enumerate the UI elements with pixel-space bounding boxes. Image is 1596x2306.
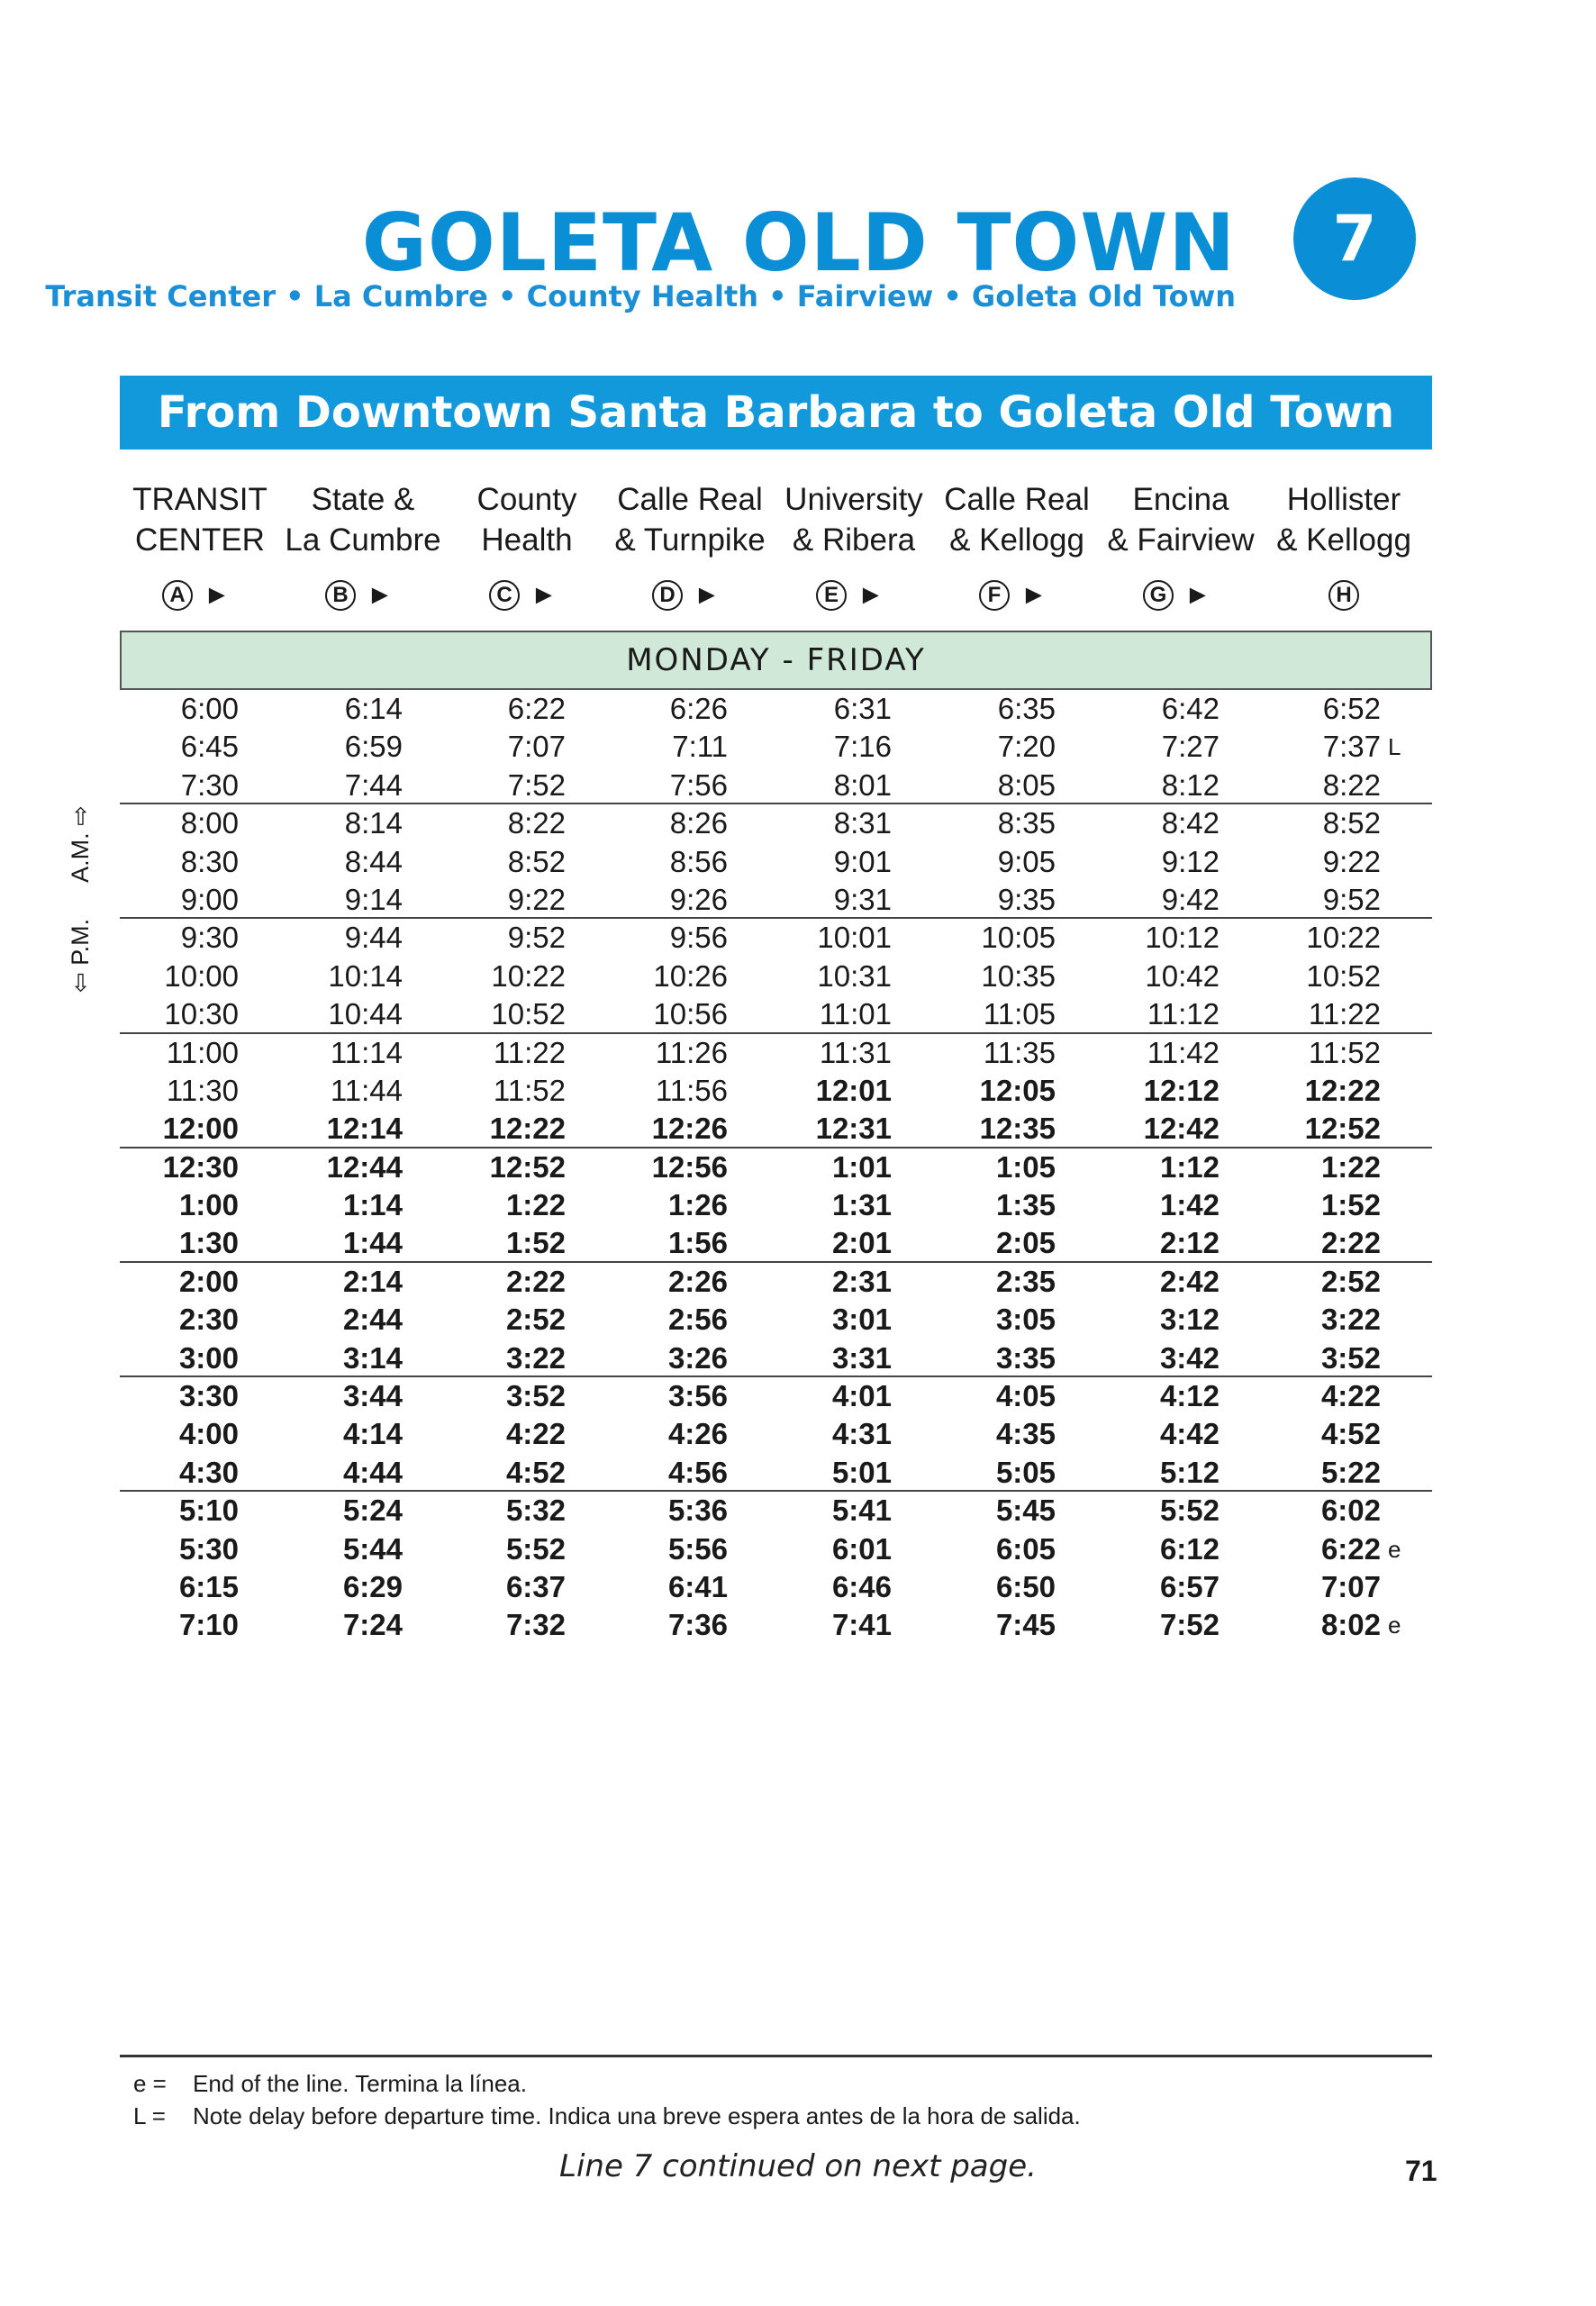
- time-cell: 8:00: [180, 806, 239, 840]
- time-cell: 1:30: [178, 1226, 239, 1260]
- table-row: [120, 1186, 1432, 1224]
- time-cell: 6:45: [180, 730, 239, 764]
- time-cell: 1:56: [667, 1226, 728, 1260]
- time-cell: 11:56: [655, 1073, 728, 1107]
- pm-label: ⇦ P.M.: [67, 918, 94, 993]
- stop-letter-icon: F: [979, 580, 1010, 611]
- time-cell: 2:52: [1320, 1264, 1381, 1298]
- time-cell: 9:12: [1161, 844, 1220, 878]
- stop-marker: [162, 580, 231, 611]
- time-cell: 11:22: [1308, 997, 1381, 1031]
- time-cell: 6:42: [1161, 692, 1220, 725]
- time-cell: 11:35: [983, 1035, 1056, 1069]
- time-cell: 10:14: [328, 958, 403, 993]
- time-cell: 11:14: [330, 1035, 403, 1069]
- column-header-line2: & Turnpike: [614, 522, 766, 558]
- am-label: A.M. ⇨: [67, 805, 94, 883]
- column-header-line1: TRANSIT: [132, 482, 268, 517]
- direction-arrow-icon: ►: [204, 580, 231, 610]
- time-cell: 3:42: [1159, 1340, 1220, 1375]
- direction-arrow-icon: ►: [694, 580, 721, 610]
- time-cell: 6:29: [342, 1569, 403, 1603]
- time-cell: 3:01: [831, 1303, 892, 1337]
- column-header-line2: CENTER: [135, 522, 265, 558]
- time-cell: 5:36: [667, 1493, 728, 1528]
- time-cell: 8:30: [180, 844, 239, 878]
- table-row: [120, 843, 1432, 881]
- time-cell: 9:14: [344, 882, 403, 916]
- time-cell: 6:00: [180, 692, 239, 725]
- table-row: [120, 1034, 1432, 1072]
- column-header-line1: County: [476, 482, 577, 517]
- time-cell: 11:42: [1147, 1035, 1220, 1069]
- time-cell: 5:05: [995, 1455, 1056, 1489]
- time-cell: 12:05: [979, 1073, 1056, 1107]
- table-row: [120, 1606, 1432, 1644]
- legend-item-l: [133, 2102, 1081, 2130]
- time-cell: 7:07: [507, 730, 566, 764]
- time-cell: 12:31: [815, 1112, 892, 1146]
- column-header: [1261, 479, 1427, 560]
- time-cell: 1:42: [1159, 1188, 1220, 1222]
- time-cell: 7:32: [505, 1608, 566, 1642]
- time-cell: 5:10: [178, 1493, 239, 1528]
- time-cell: 3:44: [342, 1379, 403, 1413]
- table-row: [120, 958, 1432, 995]
- time-cell: 12:22: [489, 1112, 566, 1146]
- time-cell: 4:35: [995, 1417, 1056, 1451]
- time-cell: 5:01: [831, 1455, 892, 1489]
- table-row: [120, 881, 1432, 919]
- stop-letter-icon: C: [489, 580, 520, 611]
- time-cell: 7:52: [1159, 1608, 1220, 1642]
- time-cell: 10:00: [164, 958, 239, 993]
- time-cell: 5:30: [178, 1531, 239, 1566]
- time-cell: 2:44: [342, 1303, 403, 1337]
- table-row: [120, 995, 1432, 1033]
- time-cell: 6:57: [1159, 1569, 1220, 1603]
- time-cell: 4:30: [178, 1455, 239, 1489]
- table-row: [120, 1110, 1432, 1148]
- time-cell: 8:22: [507, 806, 566, 840]
- time-cell: 9:42: [1161, 882, 1220, 916]
- time-cell: 7:11: [672, 730, 728, 764]
- time-cell: 8:35: [997, 806, 1056, 840]
- time-cell: 5:12: [1159, 1455, 1220, 1489]
- time-cell: 6:50: [995, 1569, 1056, 1603]
- time-cell: 2:00: [178, 1264, 239, 1298]
- time-cell: 2:26: [667, 1264, 728, 1298]
- time-cell: 6:26: [669, 692, 728, 725]
- time-cell: 7:41: [831, 1608, 892, 1642]
- table-row: [120, 728, 1432, 766]
- time-cell: 4:05: [995, 1379, 1056, 1413]
- table-row: [120, 1568, 1432, 1606]
- time-cell: 4:56: [667, 1455, 728, 1489]
- stop-marker: [816, 580, 884, 611]
- time-cell: 9:22: [1322, 844, 1381, 878]
- time-cell: 1:35: [995, 1188, 1056, 1222]
- time-cell: 1:14: [342, 1188, 403, 1222]
- table-row: [120, 1415, 1432, 1453]
- time-cell: 10:22: [491, 958, 566, 993]
- stop-marker: [652, 580, 721, 611]
- table-row: [120, 1377, 1432, 1415]
- column-header-line1: State &: [311, 482, 415, 517]
- time-cell: 3:22: [505, 1340, 566, 1375]
- column-header-line1: University: [784, 482, 923, 517]
- time-cell: 11:30: [166, 1073, 239, 1107]
- time-cell: 1:00: [178, 1188, 239, 1222]
- time-cell: 3:26: [667, 1340, 728, 1375]
- time-cell: 12:35: [979, 1112, 1056, 1146]
- time-cell: 12:44: [326, 1149, 403, 1184]
- time-cell: 1:22: [505, 1188, 566, 1222]
- column-header-line2: & Fairview: [1107, 522, 1255, 558]
- time-cell: 5:41: [831, 1493, 892, 1528]
- time-cell: 9:56: [669, 921, 728, 955]
- time-cell: 10:52: [491, 997, 566, 1031]
- time-cell: 1:01: [831, 1149, 892, 1184]
- time-cell: 12:12: [1143, 1073, 1220, 1107]
- time-cell: 10:35: [981, 958, 1056, 993]
- time-cell: 8:12: [1161, 767, 1220, 802]
- time-cell: 8:01: [833, 767, 892, 802]
- table-row: [120, 690, 1432, 728]
- time-cell: 6:37: [505, 1569, 566, 1603]
- direction-arrow-icon: ►: [1184, 580, 1211, 610]
- time-cell: 10:52: [1306, 958, 1381, 993]
- time-cell: 9:05: [997, 844, 1056, 878]
- time-cell: 8:42: [1161, 806, 1220, 840]
- time-cell: 8:52: [1322, 806, 1381, 840]
- column-header-line2: & Kellogg: [949, 522, 1084, 558]
- time-cell: 6:22: [507, 692, 566, 725]
- table-row: [120, 767, 1432, 804]
- time-cell: 3:52: [1320, 1340, 1381, 1375]
- time-cell: 6:22: [1320, 1531, 1381, 1566]
- time-cell: 2:22: [1320, 1226, 1381, 1260]
- time-cell: 11:00: [166, 1035, 239, 1069]
- time-cell: 10:56: [653, 997, 728, 1031]
- legend-item-e: [133, 2070, 527, 2098]
- time-cell: 2:52: [505, 1303, 566, 1337]
- time-cell: 12:56: [651, 1149, 728, 1184]
- time-cell: 7:44: [344, 767, 403, 802]
- time-cell: 6:12: [1159, 1531, 1220, 1566]
- time-cell: 6:35: [997, 692, 1056, 725]
- time-cell: 10:05: [981, 921, 1056, 955]
- column-header-line2: Health: [481, 522, 573, 558]
- time-cell: 6:46: [831, 1569, 892, 1603]
- time-cell: 3:56: [667, 1379, 728, 1413]
- day-label: MONDAY - FRIDAY: [120, 631, 1432, 690]
- time-cell: 10:26: [653, 958, 728, 993]
- time-cell: 7:10: [178, 1608, 239, 1642]
- time-cell: 10:22: [1306, 921, 1381, 955]
- column-header: [1098, 479, 1264, 560]
- time-cell: 2:35: [995, 1264, 1056, 1298]
- time-cell: 12:30: [162, 1149, 239, 1184]
- time-cell: 5:52: [505, 1531, 566, 1566]
- footnote-marker: e: [1388, 1611, 1401, 1639]
- time-cell: 9:52: [1322, 882, 1381, 916]
- time-cell: 7:20: [997, 730, 1056, 764]
- time-cell: 2:31: [831, 1264, 892, 1298]
- stop-marker: [489, 580, 558, 611]
- time-cell: 8:02: [1320, 1608, 1381, 1642]
- time-cell: 11:01: [819, 997, 892, 1031]
- time-cell: 9:26: [669, 882, 728, 916]
- time-cell: 5:24: [342, 1493, 403, 1528]
- time-cell: 9:44: [344, 921, 403, 955]
- time-cell: 2:42: [1159, 1264, 1220, 1298]
- column-header-line1: Calle Real: [944, 482, 1090, 517]
- time-cell: 3:52: [505, 1379, 566, 1413]
- time-cell: 10:31: [817, 958, 892, 993]
- time-cell: 7:56: [669, 767, 728, 802]
- time-cell: 3:22: [1320, 1303, 1381, 1337]
- stop-letter-icon: G: [1143, 580, 1174, 611]
- time-cell: 4:01: [831, 1379, 892, 1413]
- direction-arrow-icon: ►: [1020, 580, 1047, 610]
- time-cell: 7:27: [1161, 730, 1220, 764]
- stop-letter-icon: E: [816, 580, 847, 611]
- time-cell: 11:52: [493, 1073, 566, 1107]
- time-cell: 4:00: [178, 1417, 239, 1451]
- am-pm-indicator: [67, 805, 95, 993]
- time-cell: 1:26: [667, 1188, 728, 1222]
- table-row: [120, 1301, 1432, 1339]
- time-cell: 10:42: [1145, 958, 1220, 993]
- time-cell: 5:44: [342, 1531, 403, 1566]
- time-cell: 1:31: [831, 1188, 892, 1222]
- time-cell: 11:52: [1308, 1035, 1381, 1069]
- time-cell: 8:26: [669, 806, 728, 840]
- time-cell: 6:05: [995, 1531, 1056, 1566]
- time-cell: 4:12: [1159, 1379, 1220, 1413]
- time-cell: 5:32: [505, 1493, 566, 1528]
- time-cell: 1:52: [1320, 1188, 1381, 1222]
- page-title: GOLETA OLD TOWN: [361, 196, 1236, 289]
- stop-letter-icon: A: [162, 580, 193, 611]
- table-row: [120, 1492, 1432, 1530]
- time-cell: 4:42: [1159, 1417, 1220, 1451]
- time-cell: 8:31: [833, 806, 892, 840]
- time-cell: 1:22: [1320, 1149, 1381, 1184]
- time-cell: 2:22: [505, 1264, 566, 1298]
- time-cell: 11:26: [655, 1035, 728, 1069]
- time-cell: 8:44: [344, 844, 403, 878]
- time-cell: 3:35: [995, 1340, 1056, 1375]
- column-header-line1: Calle Real: [617, 482, 763, 517]
- time-cell: 1:52: [505, 1226, 566, 1260]
- time-cell: 3:31: [831, 1340, 892, 1375]
- time-cell: 12:42: [1143, 1112, 1220, 1146]
- time-cell: 7:16: [833, 730, 892, 764]
- time-cell: 9:00: [180, 882, 239, 916]
- time-cell: 10:44: [328, 997, 403, 1031]
- time-cell: 2:30: [178, 1303, 239, 1337]
- table-row: [120, 1530, 1432, 1568]
- table-row: [120, 1454, 1432, 1492]
- time-cell: 9:52: [507, 921, 566, 955]
- time-cell: 3:00: [178, 1340, 239, 1375]
- stop-marker: [1328, 580, 1359, 611]
- time-cell: 1:12: [1159, 1149, 1220, 1184]
- column-header-line2: & Kellogg: [1276, 522, 1411, 558]
- time-cell: 4:44: [342, 1455, 403, 1489]
- time-cell: 8:52: [507, 844, 566, 878]
- time-cell: 1:44: [342, 1226, 403, 1260]
- stop-marker: [1143, 580, 1211, 611]
- time-cell: 2:01: [831, 1226, 892, 1260]
- time-cell: 6:01: [831, 1531, 892, 1566]
- stop-letter-icon: D: [652, 580, 683, 611]
- time-cell: 10:12: [1145, 921, 1220, 955]
- legend-key: L =: [133, 2102, 166, 2129]
- time-cell: 2:05: [995, 1226, 1056, 1260]
- column-header-line1: Encina: [1132, 482, 1229, 517]
- time-cell: 8:14: [344, 806, 403, 840]
- time-cell: 7:36: [667, 1608, 728, 1642]
- column-header: [771, 479, 937, 560]
- direction-arrow-icon: ►: [530, 580, 558, 610]
- time-cell: 3:30: [178, 1379, 239, 1413]
- time-cell: 9:30: [180, 921, 239, 955]
- footer-divider: [120, 2055, 1432, 2057]
- time-cell: 6:02: [1320, 1493, 1381, 1528]
- time-cell: 11:22: [493, 1035, 566, 1069]
- footnote-marker: e: [1388, 1535, 1401, 1563]
- route-subtitle: Transit Center • La Cumbre • County Health • Fairview • Goleta Old Town: [45, 279, 1236, 313]
- time-cell: 3:12: [1159, 1303, 1220, 1337]
- time-cell: 7:30: [180, 767, 239, 802]
- time-cell: 9:22: [507, 882, 566, 916]
- time-cell: 1:05: [995, 1149, 1056, 1184]
- time-cell: 9:35: [997, 882, 1056, 916]
- time-cell: 7:52: [507, 767, 566, 802]
- time-cell: 10:01: [817, 921, 892, 955]
- time-cell: 8:05: [997, 767, 1056, 802]
- table-row: [120, 804, 1432, 842]
- legend-text: Note delay before departure time. Indica una breve espera antes de la hora de salida.: [193, 2102, 1081, 2129]
- time-cell: 4:52: [505, 1455, 566, 1489]
- time-cell: 5:56: [667, 1531, 728, 1566]
- time-cell: 2:56: [667, 1303, 728, 1337]
- time-cell: 5:22: [1320, 1455, 1381, 1489]
- stop-letter-icon: B: [325, 580, 356, 611]
- time-cell: 6:31: [833, 692, 892, 725]
- time-cell: 7:37: [1322, 730, 1381, 764]
- time-cell: 11:31: [819, 1035, 892, 1069]
- time-cell: 12:14: [326, 1112, 403, 1146]
- time-cell: 2:12: [1159, 1226, 1220, 1260]
- time-cell: 2:14: [342, 1264, 403, 1298]
- table-row: [120, 1072, 1432, 1110]
- direction-arrow-icon: ►: [367, 580, 394, 610]
- time-cell: 4:22: [1320, 1379, 1381, 1413]
- stop-marker: [325, 580, 394, 611]
- table-row: [120, 1263, 1432, 1301]
- time-cell: 12:26: [651, 1112, 728, 1146]
- time-cell: 7:24: [342, 1608, 403, 1642]
- column-header-line1: Hollister: [1286, 482, 1401, 517]
- time-cell: 4:31: [831, 1417, 892, 1451]
- route-number-badge: 7: [1293, 177, 1416, 300]
- time-cell: 11:05: [983, 997, 1056, 1031]
- table-row: [120, 919, 1432, 957]
- time-cell: 10:30: [164, 997, 239, 1031]
- column-header: [444, 479, 610, 560]
- legend-key: e =: [133, 2070, 167, 2097]
- time-cell: 11:44: [330, 1073, 403, 1107]
- time-cell: 6:14: [344, 692, 403, 725]
- time-cell: 7:07: [1320, 1569, 1381, 1603]
- time-cell: 9:01: [833, 844, 892, 878]
- time-cell: 6:15: [178, 1569, 239, 1603]
- time-cell: 6:52: [1322, 692, 1381, 725]
- direction-arrow-icon: ►: [857, 580, 884, 610]
- time-cell: 4:22: [505, 1417, 566, 1451]
- direction-banner: From Downtown Santa Barbara to Goleta Old Town: [120, 376, 1432, 449]
- time-cell: 8:56: [669, 844, 728, 878]
- time-cell: 6:41: [667, 1569, 728, 1603]
- time-cell: 5:45: [995, 1493, 1056, 1528]
- column-header: [280, 479, 446, 560]
- time-cell: 12:01: [815, 1073, 892, 1107]
- column-header: [934, 479, 1100, 560]
- table-row: [120, 1148, 1432, 1186]
- timetable: [120, 690, 1432, 1645]
- column-header: [117, 479, 283, 560]
- time-cell: 3:05: [995, 1303, 1056, 1337]
- time-cell: 9:31: [833, 882, 892, 916]
- continued-note: Line 7 continued on next page.: [559, 2148, 1037, 2184]
- time-cell: 7:45: [995, 1608, 1056, 1642]
- time-cell: 4:14: [342, 1417, 403, 1451]
- legend-text: End of the line. Termina la línea.: [193, 2070, 527, 2097]
- time-cell: 12:00: [162, 1112, 239, 1146]
- time-cell: 11:12: [1147, 997, 1220, 1031]
- footnote-marker: L: [1388, 733, 1401, 761]
- time-cell: 8:22: [1322, 767, 1381, 802]
- table-row: [120, 1224, 1432, 1262]
- time-cell: 4:52: [1320, 1417, 1381, 1451]
- column-header-line2: La Cumbre: [285, 522, 441, 558]
- stop-marker: [979, 580, 1047, 611]
- column-header: [607, 479, 773, 560]
- table-row: [120, 1339, 1432, 1377]
- time-cell: 12:52: [489, 1149, 566, 1184]
- time-cell: 12:22: [1304, 1073, 1381, 1107]
- column-header-line2: & Ribera: [792, 522, 916, 558]
- stop-letter-icon: H: [1328, 580, 1359, 611]
- page-number: 71: [1405, 2155, 1437, 2187]
- time-cell: 12:52: [1304, 1112, 1381, 1146]
- time-cell: 5:52: [1159, 1493, 1220, 1528]
- time-cell: 3:14: [342, 1340, 403, 1375]
- time-cell: 6:59: [344, 730, 403, 764]
- time-cell: 4:26: [667, 1417, 728, 1451]
